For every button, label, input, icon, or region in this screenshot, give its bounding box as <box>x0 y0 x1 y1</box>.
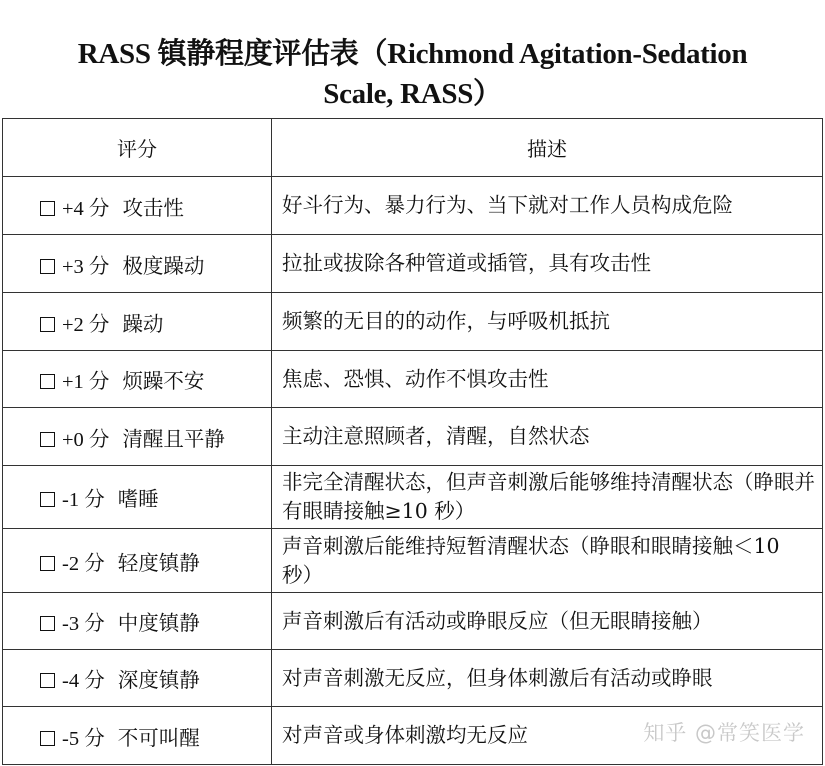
score-value: -3 分 <box>62 613 105 635</box>
description-cell: 频繁的无目的的动作，与呼吸机抵抗 <box>272 293 823 351</box>
checkbox[interactable] <box>40 432 55 447</box>
score-cell <box>3 351 272 408</box>
table-row <box>3 235 823 293</box>
table-row <box>3 529 823 593</box>
watermark: 知乎 @常笑医学 <box>643 721 805 745</box>
description-cell: 对声音刺激无反应，但身体刺激后有活动或睁眼 <box>272 650 823 707</box>
score-value: +3 分 <box>62 255 110 278</box>
table-row <box>3 408 823 466</box>
table-row <box>3 466 823 529</box>
score-value: -1 分 <box>62 489 105 511</box>
score-cell <box>3 177 272 235</box>
score-label: 烦躁不安 <box>122 369 205 393</box>
score-value: +1 分 <box>62 371 110 393</box>
description-cell: 焦虑、恐惧、动作不惧攻击性 <box>272 351 823 408</box>
description-cell: 非完全清醒状态，但声音刺激后能够维持清醒状态（睁眼并有眼睛接触≥10 秒） <box>272 466 823 529</box>
score-cell <box>3 650 272 707</box>
header-description: 描述 <box>272 119 823 177</box>
score-cell <box>3 707 272 765</box>
score-cell <box>3 466 272 529</box>
description-cell: 声音刺激后能维持短暂清醒状态（睁眼和眼睛接触＜10 秒） <box>272 529 823 593</box>
checkbox[interactable] <box>40 731 55 746</box>
description-cell: 好斗行为、暴力行为、当下就对工作人员构成危险 <box>272 177 823 235</box>
score-label: 不可叫醒 <box>117 725 200 750</box>
title-line-2: Scale, RASS） <box>323 78 502 110</box>
score-cell <box>3 293 272 351</box>
header-score: 评分 <box>3 119 272 177</box>
description-cell: 拉扯或拔除各种管道或插管，具有攻击性 <box>272 235 823 293</box>
score-cell <box>3 593 272 650</box>
score-value: -4 分 <box>62 670 105 692</box>
checkbox[interactable] <box>40 556 55 571</box>
score-cell <box>3 235 272 293</box>
table-row <box>3 351 823 408</box>
checkbox[interactable] <box>40 317 55 332</box>
table-row <box>3 593 823 650</box>
description-cell: 声音刺激后有活动或睁眼反应（但无眼睛接触） <box>272 593 823 650</box>
score-label: 躁动 <box>122 311 164 336</box>
score-label: 极度躁动 <box>122 253 205 278</box>
description-cell: 主动注意照顾者，清醒，自然状态 <box>272 408 823 466</box>
score-cell <box>3 408 272 466</box>
checkbox[interactable] <box>40 492 55 507</box>
table-row <box>3 177 823 235</box>
checkbox[interactable] <box>40 259 55 274</box>
score-cell <box>3 529 272 593</box>
score-value: -2 分 <box>62 552 105 575</box>
rass-table <box>2 118 823 765</box>
score-value: -5 分 <box>62 727 105 750</box>
table-row <box>3 293 823 351</box>
score-value: +2 分 <box>62 313 110 336</box>
title-line-1: RASS 镇静程度评估表（Richmond Agitation-Sedation <box>77 38 748 70</box>
score-label: 中度镇静 <box>117 611 200 635</box>
score-label: 嗜睡 <box>117 487 159 511</box>
table-row <box>3 650 823 707</box>
score-value: +4 分 <box>62 197 110 220</box>
score-label: 攻击性 <box>122 195 184 220</box>
checkbox[interactable] <box>40 673 55 688</box>
score-value: +0 分 <box>62 428 110 451</box>
score-label: 清醒且平静 <box>122 426 225 451</box>
description-cell: 对声音或身体刺激均无反应 <box>272 707 823 765</box>
document-title <box>0 34 825 114</box>
checkbox[interactable] <box>40 201 55 216</box>
score-label: 轻度镇静 <box>117 550 200 575</box>
checkbox[interactable] <box>40 616 55 631</box>
checkbox[interactable] <box>40 374 55 389</box>
score-label: 深度镇静 <box>117 668 200 692</box>
header-row <box>3 119 823 177</box>
